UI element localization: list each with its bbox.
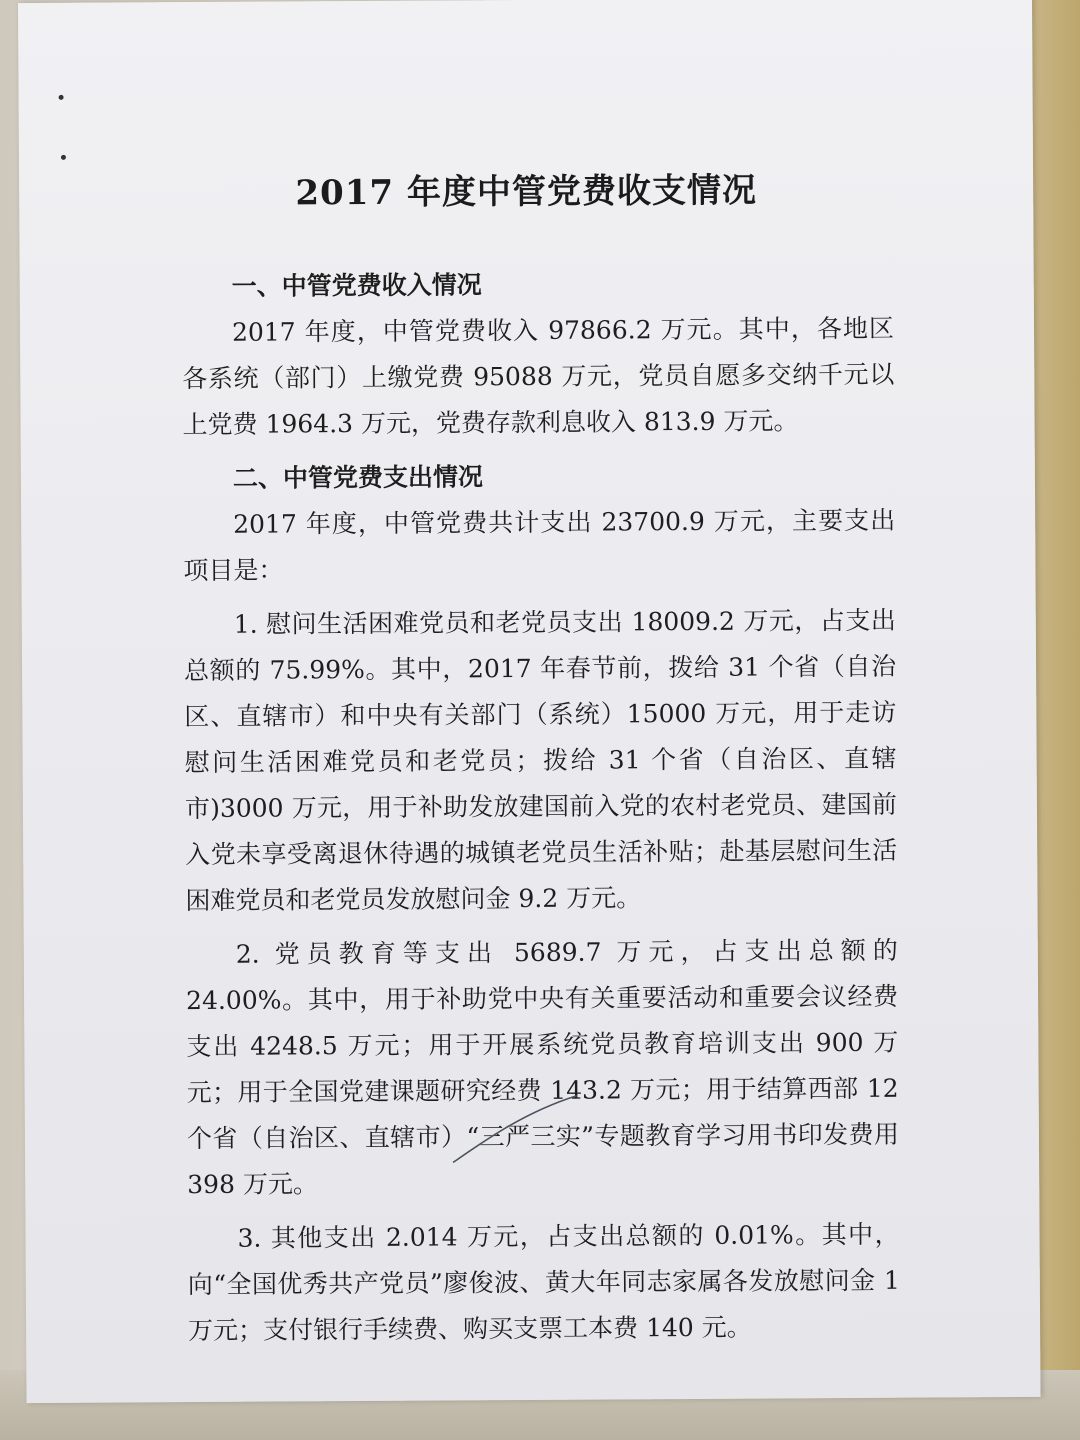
expense-intro-paragraph: 2017 年度，中管党费共计支出 23700.9 万元，主要支出项目是： [183, 505, 896, 586]
punch-hole-mark [61, 155, 66, 160]
expense-item-2: 2. 党员教育等支出 5689.7 万元，占支出总额的 24.00%。其中，用于补助党中央有关重要活动和重要会议经费支出 4248.5 万元；用于开展系统党员教育培训支出 900 万元；用于全国党建课题研究经费 143.2 万元；用于结算西部 12 个省（自治区、直辖市）“三严三实”专题教育学习用书印发费用 398 万元。 [186, 935, 900, 1200]
expense-item-1: 1. 慰问生活困难党员和老党员支出 18009.2 万元，占支出总额的 75.99%。其中，2017 年春节前，拨给 31 个省（自治区、直辖市）和中央有关部门（系统）15000 万元，用于走访慰问生活困难党员和老党员；拨给 31 个省（自治区、直辖市)3000 万元，用于补助发放建国前入党的农村老党员、建国前入党未享受离退休待遇的城镇老党员生活补贴；赴基层慰问生活困难党员和老党员发放慰问金 9.2 万元。 [184, 605, 898, 916]
document-title: 2017 年度中管党费收支情况 [295, 170, 758, 214]
paper-sheet [18, 0, 1041, 1403]
section-heading-expense: 二、中管党费支出情况 [232, 462, 484, 493]
expense-item-3: 3. 其他支出 2.014 万元，占支出总额的 0.01%。其中，向“全国优秀共产党员”廖俊波、黄大年同志家属各发放慰问金 1 万元；支付银行手续费、购买支票工本费 140 元。 [187, 1219, 900, 1346]
income-paragraph: 2017 年度，中管党费收入 97866.2 万元。其中，各地区各系统（部门）上缴党费 95088 万元，党员自愿多交纳千元以上党费 1964.3 万元，党费存款利息收入 813.9 万元。 [182, 313, 895, 440]
pen-stroke-mark [445, 1090, 585, 1171]
document-body [182, 260, 901, 1354]
punch-hole-mark [59, 95, 64, 100]
section-heading-income: 一、中管党费收入情况 [231, 270, 482, 301]
